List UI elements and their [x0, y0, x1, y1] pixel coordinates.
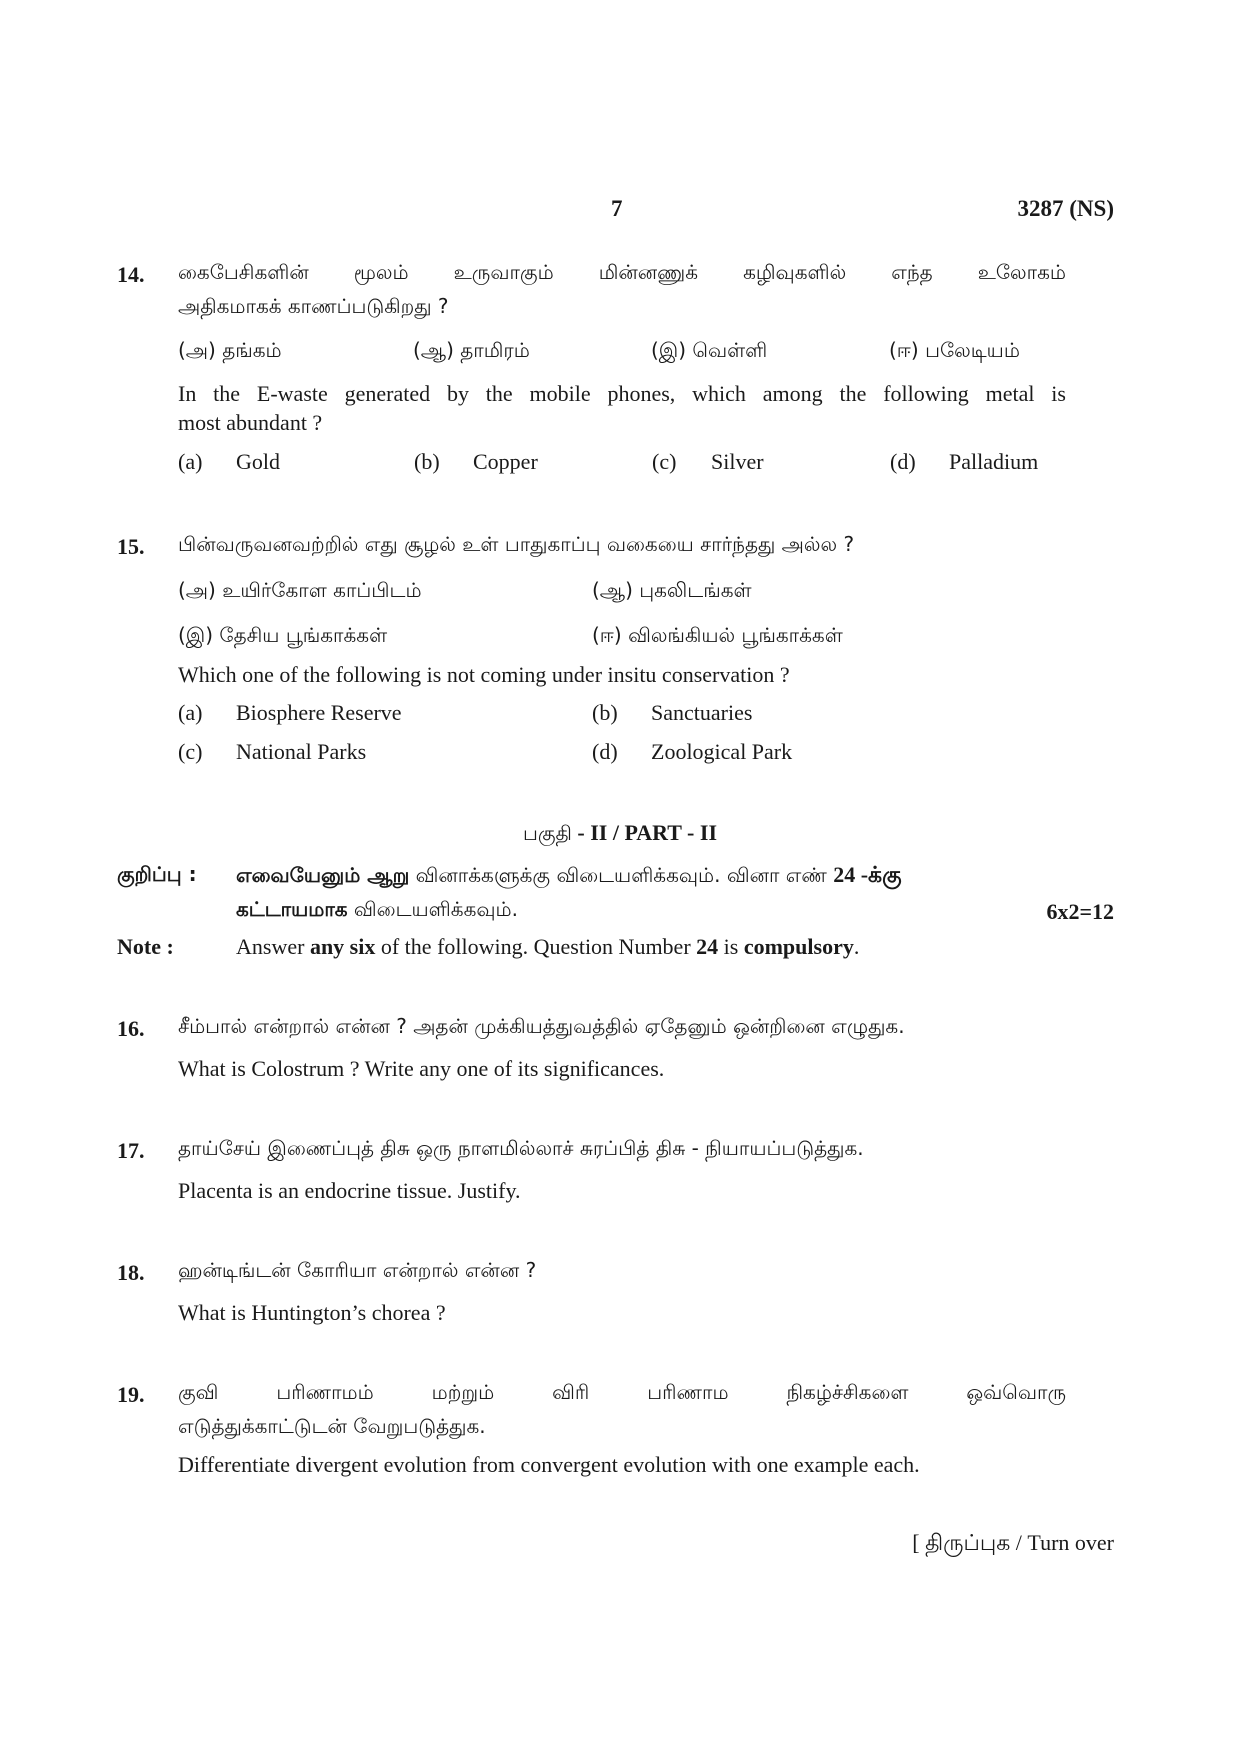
question-number-15: 15. — [117, 534, 145, 559]
q19-english: Differentiate divergent evolution from convergent evolution with one example each. — [178, 1452, 920, 1477]
note-text-end: . — [853, 934, 860, 959]
note-tamil-bold-compulsory: கட்டாயமாக — [236, 897, 348, 921]
part-heading — [0, 820, 1240, 848]
q14-option-b-key: (b) — [414, 449, 440, 474]
q15-option-a-key: (a) — [178, 700, 203, 725]
page-number: 7 — [611, 196, 623, 221]
q14-english-line2: most abundant ? — [178, 410, 323, 435]
q15-tamil-option-c: (இ) தேசிய பூங்காக்கள் — [178, 623, 388, 647]
note-bold-any-six: any six — [309, 934, 376, 959]
q18-tamil: ஹன்டிங்டன் கோரியா என்றால் என்ன ? — [178, 1258, 537, 1282]
q16-english: What is Colostrum ? Write any one of its significances. — [178, 1056, 665, 1081]
q14-option-d-text: Palladium — [949, 449, 1039, 474]
note-text-pre: Answer — [236, 934, 310, 959]
note-tamil-text1: வினாக்களுக்கு விடையளிக்கவும். வினா எண் — [409, 863, 834, 887]
q14-tamil-option-a: (அ) தங்கம் — [178, 338, 282, 362]
q14-tamil-option-c: (இ) வெள்ளி — [651, 338, 768, 362]
part-heading-english: - II / PART - II — [571, 820, 718, 845]
note-tamil-label: குறிப்பு : — [117, 862, 197, 886]
q15-option-b-text: Sanctuaries — [651, 700, 753, 725]
q18-english: What is Huntington’s chorea ? — [178, 1300, 446, 1325]
note-tamil-line1 — [236, 862, 902, 891]
q15-tamil-option-a: (அ) உயிர்கோள காப்பிடம் — [178, 578, 422, 602]
q14-english-line1: In the E-waste generated by the mobile phones, which among the following metal is — [178, 381, 1066, 406]
q17-tamil: தாய்சேய் இணைப்புத் திசு ஒரு நாளமில்லாச் சுரப்பித் திசு - நியாயப்படுத்துக. — [178, 1136, 864, 1160]
paper-code: 3287 (NS) — [1017, 196, 1114, 221]
question-number-18: 18. — [117, 1260, 145, 1285]
note-tamil-line2 — [236, 897, 518, 924]
q15-option-a-text: Biosphere Reserve — [236, 700, 402, 725]
note-label: Note : — [117, 934, 174, 959]
q15-option-d-key: (d) — [592, 739, 618, 764]
question-number-14: 14. — [117, 262, 145, 287]
q16-tamil: சீம்பால் என்றால் என்ன ? அதன் முக்கியத்துவத்தில் ஏதேனும் ஒன்றினை எழுதுக. — [178, 1014, 905, 1038]
q14-option-a-text: Gold — [236, 449, 280, 474]
q15-option-b-key: (b) — [592, 700, 618, 725]
q15-option-c-text: National Parks — [236, 739, 367, 764]
q15-tamil-option-d: (ஈ) விலங்கியல் பூங்காக்கள் — [592, 623, 843, 647]
part-heading-tamil: பகுதி — [522, 821, 572, 845]
turn-over-text: [ திருப்புக / Turn over — [912, 1530, 1114, 1555]
q19-tamil-line2: எடுத்துக்காட்டுடன் வேறுபடுத்துக. — [178, 1414, 486, 1438]
turn-over-note — [912, 1530, 1114, 1559]
q15-tamil: பின்வருவனவற்றில் எது சூழல் உள் பாதுகாப்பு வகையை சார்ந்தது அல்ல ? — [178, 532, 855, 556]
q15-tamil-option-b: (ஆ) புகலிடங்கள் — [592, 578, 752, 602]
note-text-mid2: is — [718, 934, 744, 959]
marks: 6x2=12 — [1046, 899, 1114, 924]
note-bold-24: 24 — [696, 934, 719, 959]
q14-option-c-text: Silver — [711, 449, 764, 474]
note-text-mid: of the following. Question Number — [375, 934, 697, 959]
question-number-16: 16. — [117, 1016, 145, 1041]
note-tamil-bold-any-six: எவையேனும் ஆறு — [236, 863, 410, 887]
q14-tamil-line1: கைபேசிகளின் மூலம் உருவாகும் மின்னணுக் கழிவுகளில் எந்த உலோகம் — [178, 260, 1066, 284]
q14-option-d-key: (d) — [890, 449, 916, 474]
q14-tamil-option-d: (ஈ) பலேடியம் — [889, 338, 1020, 362]
q15-option-d-text: Zoological Park — [651, 739, 793, 764]
q17-english: Placenta is an endocrine tissue. Justify. — [178, 1178, 521, 1203]
note-english — [236, 934, 859, 960]
question-number-19: 19. — [117, 1382, 145, 1407]
note-bold-compulsory: compulsory — [743, 934, 854, 959]
q14-tamil-option-b: (ஆ) தாமிரம் — [413, 338, 530, 362]
q15-english: Which one of the following is not coming under insitu conservation ? — [178, 662, 790, 687]
q14-tamil-line2: அதிகமாகக் காணப்படுகிறது ? — [178, 294, 449, 318]
question-number-17: 17. — [117, 1138, 145, 1163]
q14-option-b-text: Copper — [473, 449, 538, 474]
note-tamil-text2: விடையளிக்கவும். — [347, 897, 518, 921]
q14-option-a-key: (a) — [178, 449, 203, 474]
q19-tamil-line1: குவி பரிணாமம் மற்றும் விரி பரிணாம நிகழ்ச்சிகளை ஒவ்வொரு — [178, 1380, 1066, 1404]
q15-option-c-key: (c) — [178, 739, 203, 764]
q14-option-c-key: (c) — [652, 449, 677, 474]
note-tamil-number: 24 -க்கு — [833, 862, 902, 887]
